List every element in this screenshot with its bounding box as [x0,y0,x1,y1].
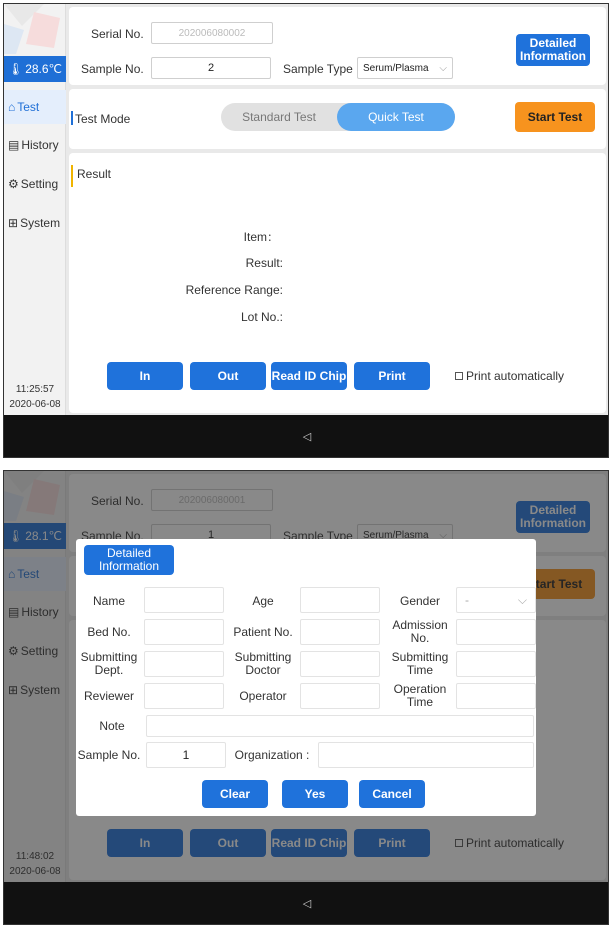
accent-bar [71,111,73,125]
sample-type-value: Serum/Plasma [363,62,429,74]
note-label: Note [99,718,125,733]
sample-type-select[interactable] [357,57,453,79]
patient-no-label: Patient No. [233,624,293,639]
print-button[interactable]: Print [354,362,430,390]
read-id-chip-button[interactable]: Read ID Chip [271,362,347,390]
sidebar [4,4,66,417]
header-panel [69,7,606,85]
operator-label: Operator [239,688,287,703]
operation-time-field[interactable] [456,683,536,709]
age-field[interactable] [300,587,380,613]
clear-button[interactable]: Clear [202,780,268,808]
out-button[interactable]: Out [190,362,266,390]
test-mode-label: Test Mode [75,112,131,126]
operator-field[interactable] [300,683,380,709]
bed-no-field[interactable] [144,619,224,645]
screenshot-test-screen [3,3,609,458]
clock [4,382,66,412]
dialog-title: Detailed Information [84,545,174,575]
lot-no-label: Lot No.: [240,310,283,324]
back-icon[interactable]: ◁ [302,430,312,443]
nav-history-label: History [21,138,59,152]
home-icon: ⌂ [8,100,16,114]
test-mode-toggle [221,103,455,131]
serial-field: 202006080002 [151,22,273,44]
sample-no-label: Sample No. [81,62,144,76]
nav-test[interactable] [4,90,66,124]
submitting-doctor-field[interactable] [300,651,380,677]
submitting-doctor-label: Submitting Doctor [234,650,292,677]
detailed-information-dialog [76,539,536,816]
android-nav-bar [4,415,609,457]
checkbox-icon [455,372,463,380]
print-automatically-label: Print automatically [466,369,565,383]
thermometer-icon: 🌡 [7,62,24,76]
detailed-information-button[interactable]: Detailed Information [516,34,590,66]
organization-field[interactable] [318,742,534,768]
reference-range-label: Reference Range: [185,283,283,297]
start-test-button[interactable]: Start Test [515,102,595,132]
cancel-button[interactable]: Cancel [359,780,425,808]
bed-no-label: Bed No. [87,624,131,639]
clock-time: 11:25:57 [15,384,55,395]
nav-setting-label: Setting [20,177,59,191]
nav-system-label: System [20,216,61,230]
nav-system[interactable] [4,206,66,240]
result-panel [69,153,606,413]
gender-value: - [465,593,469,607]
result-accent-bar [71,165,73,187]
result-label: Result: [245,256,283,270]
clock-date: 2020-06-08 [9,399,61,410]
result-title: Result [77,167,112,181]
age-label: Age [252,593,274,608]
submitting-time-field[interactable] [456,651,536,677]
submitting-dept-label: Submitting Dept. [80,650,138,677]
admission-no-field[interactable] [456,619,536,645]
print-automatically-checkbox[interactable] [455,369,564,383]
logo-icon [4,4,66,54]
operation-time-label: Operation Time [393,682,447,709]
patient-no-field[interactable] [300,619,380,645]
chevron-down-icon: ⌵ [517,592,527,607]
organization-label: Organization : [234,747,310,762]
nav-setting[interactable] [4,167,66,201]
grid-icon: ⊞ [8,216,19,230]
item-label: Item： [243,230,279,244]
temperature-display [4,56,66,82]
android-nav-bar [4,882,609,924]
nav-history[interactable] [4,128,66,162]
chevron-down-icon: ⌵ [439,62,447,74]
name-field[interactable] [144,587,224,613]
gender-label: Gender [399,593,441,608]
note-field[interactable] [146,715,534,737]
logo [4,4,66,54]
gender-select[interactable] [456,587,536,613]
reviewer-field[interactable] [144,683,224,709]
dialog-sample-no-field[interactable]: 1 [146,742,226,768]
sample-type-label: Sample Type [283,62,353,76]
gear-icon: ⚙ [8,177,19,191]
dialog-sample-no-label: Sample No. [77,747,141,762]
list-icon: ▤ [8,138,20,152]
nav-test-label: Test [17,100,40,114]
standard-test-option[interactable]: Standard Test [242,110,316,124]
sample-no-field[interactable]: 2 [151,57,271,79]
admission-no-label: Admission No. [392,618,448,645]
in-button[interactable]: In [107,362,183,390]
reviewer-label: Reviewer [83,688,134,703]
back-icon[interactable]: ◁ [302,897,312,910]
serial-label: Serial No. [91,27,144,41]
test-mode-panel [69,89,606,149]
temperature-value: 28.6℃ [25,62,63,76]
yes-button[interactable]: Yes [282,780,348,808]
quick-test-option[interactable]: Quick Test [337,103,455,131]
submitting-time-label: Submitting Time [391,650,449,677]
name-label: Name [92,593,125,608]
submitting-dept-field[interactable] [144,651,224,677]
screenshot-detail-dialog [3,470,609,925]
